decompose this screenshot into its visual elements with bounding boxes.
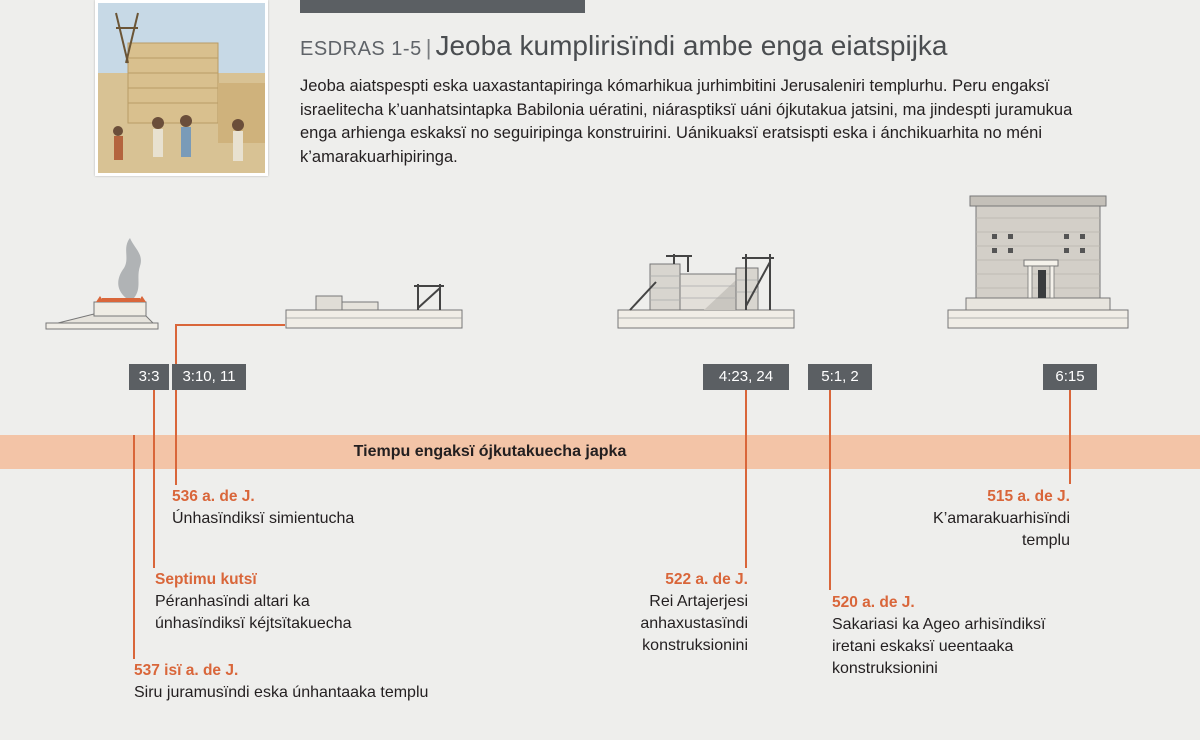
ref-6-15: 6:15 [1043, 364, 1097, 390]
event-536 [172, 486, 432, 530]
book-reference: ESDRAS 1-5 [300, 38, 422, 60]
construction-illustration [95, 0, 268, 176]
top-bar [300, 0, 585, 13]
altar-stage-icon [44, 228, 164, 334]
event-date: 515 a. de J. [987, 488, 1070, 505]
page-title: Jeoba kumplirisïndi ambe enga eiatspijka [435, 30, 948, 61]
event-515 [860, 486, 1070, 552]
event-537 [134, 660, 534, 704]
event-date: 522 a. de J. [665, 571, 748, 588]
header [300, 30, 948, 62]
header-separator: | [425, 35, 432, 60]
timeline-band-label: Tiempu engaksï ójkutakuecha japka [353, 443, 627, 460]
temple-complete-icon [946, 192, 1130, 332]
walls-stage-icon [616, 250, 796, 332]
foundation-stage-icon [284, 280, 466, 332]
ref-4-23-24: 4:23, 24 [703, 364, 789, 390]
event-date: 520 a. de J. [832, 594, 915, 611]
event-text: Péranhasïndi altari ka únhasïndiksï kéjtsïtakuecha [155, 593, 352, 632]
connector-3-10-horizontal [175, 324, 285, 326]
event-520 [832, 592, 1072, 680]
ref-3-3: 3:3 [129, 364, 169, 390]
event-septimu-kutsi [155, 569, 415, 635]
event-text: Siru juramusïndi eska únhantaaka templu [134, 684, 429, 701]
ref-5-1-2: 5:1, 2 [808, 364, 872, 390]
connector-5-1 [829, 390, 831, 590]
event-text: Sakariasi ka Ageo arhisïndiksï iretani eskaksï ueentaaka konstruksionini [832, 616, 1046, 677]
event-date: 537 isï a. de J. [134, 662, 239, 679]
connector-6-15 [1069, 390, 1071, 484]
construction-scene-icon [98, 3, 265, 173]
connector-4-23 [745, 390, 747, 568]
event-date: Septimu kutsï [155, 571, 257, 588]
connector-3-3 [153, 390, 155, 568]
event-text: K’amarakuarhisïndi templu [933, 510, 1070, 549]
event-text: Únhasïndiksï simientucha [172, 510, 355, 527]
connector-537 [133, 435, 135, 659]
connector-3-10 [175, 325, 177, 485]
intro-paragraph: Jeoba aiatspespti eska uaxastantapiringa kómarhikua jurhimbitini Jerusaleniri templurhu. Peru engaksï israelitecha k’uanhatsintapka Babilonia uératini, niárasptiksï uáni ójkutakua jatsini, ma jindespti juramukua enga arhienga eskaksï no seguiripinga konstruirini. Uánikuaksï eratsispti eska i ánchikuarhita no méni k’amarakuarhipiringa. [300, 77, 1073, 166]
ref-3-10-11: 3:10, 11 [172, 364, 246, 390]
event-date: 536 a. de J. [172, 488, 255, 505]
event-522 [560, 569, 748, 657]
event-text: Rei Artajerjesi anhaxustasïndi konstruksionini [640, 593, 748, 654]
